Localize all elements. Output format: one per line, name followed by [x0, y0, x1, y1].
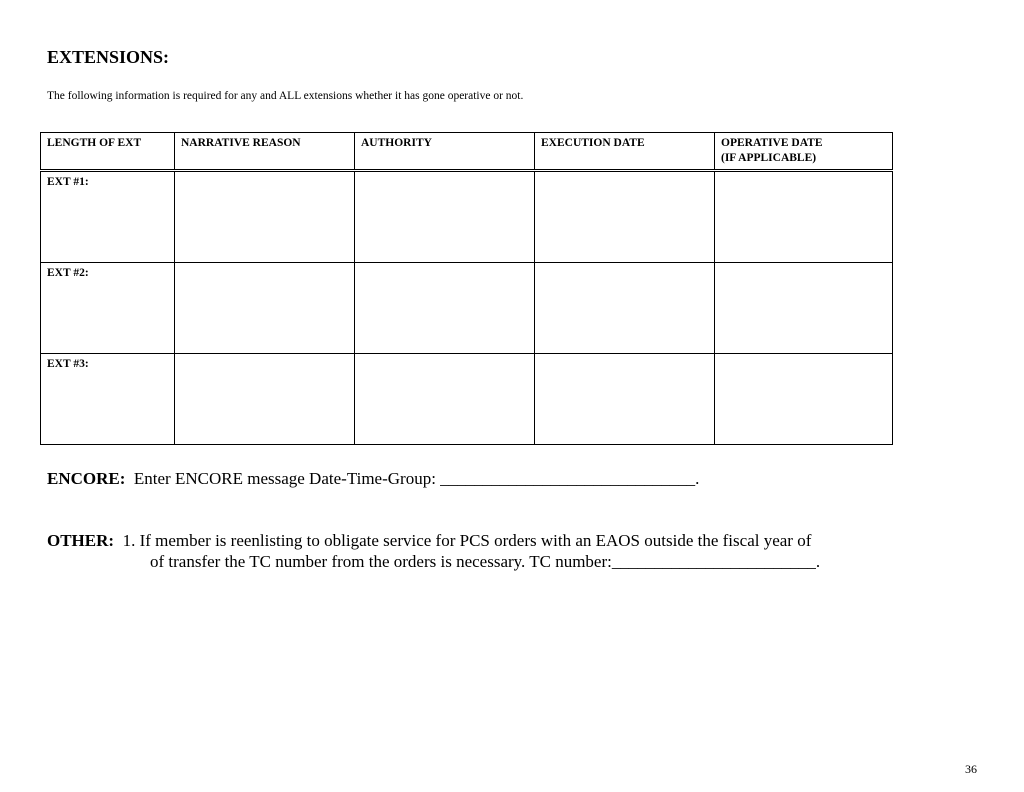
narrative-reason-cell[interactable]	[175, 354, 355, 445]
authority-cell[interactable]	[355, 354, 535, 445]
narrative-reason-cell[interactable]	[175, 171, 355, 263]
execution-date-cell[interactable]	[535, 263, 715, 354]
intro-text: The following information is required for any and ALL extensions whether it has gone operative or not.	[47, 90, 524, 102]
page-number: 36	[965, 762, 977, 776]
row-label: EXT #1:	[41, 171, 175, 263]
encore-label: ENCORE:	[47, 469, 126, 488]
extensions-table	[40, 132, 893, 445]
table-row	[41, 354, 893, 445]
row-label: EXT #2:	[41, 263, 175, 354]
other-text-line2: of transfer the TC number from the orders is necessary. TC number:________________________.	[150, 552, 821, 571]
header-narrative-reason: NARRATIVE REASON	[175, 133, 355, 171]
table-row	[41, 171, 893, 263]
authority-cell[interactable]	[355, 263, 535, 354]
encore-line	[47, 469, 699, 489]
encore-text: Enter ENCORE message Date-Time-Group: ______________________________.	[133, 469, 700, 488]
operative-date-cell[interactable]	[715, 263, 893, 354]
row-label: EXT #3:	[41, 354, 175, 445]
narrative-reason-cell[interactable]	[175, 263, 355, 354]
table-row	[41, 263, 893, 354]
other-line	[47, 531, 811, 551]
section-heading: EXTENSIONS:	[47, 47, 170, 67]
authority-cell[interactable]	[355, 171, 535, 263]
other-label: OTHER:	[47, 531, 115, 550]
header-operative-date	[715, 133, 893, 171]
operative-date-cell[interactable]	[715, 171, 893, 263]
operative-date-cell[interactable]	[715, 354, 893, 445]
header-operative-date-label: OPERATIVE DATE	[721, 137, 823, 149]
other-text-line1: 1. If member is reenlisting to obligate service for PCS orders with an EAOS outside the fiscal year of	[122, 531, 812, 550]
header-length-of-ext: LENGTH OF EXT	[41, 133, 175, 171]
execution-date-cell[interactable]	[535, 354, 715, 445]
execution-date-cell[interactable]	[535, 171, 715, 263]
header-execution-date: EXECUTION DATE	[535, 133, 715, 171]
header-authority: AUTHORITY	[355, 133, 535, 171]
header-operative-date-sub: (IF APPLICABLE)	[721, 152, 817, 164]
table-header-row	[41, 133, 893, 171]
